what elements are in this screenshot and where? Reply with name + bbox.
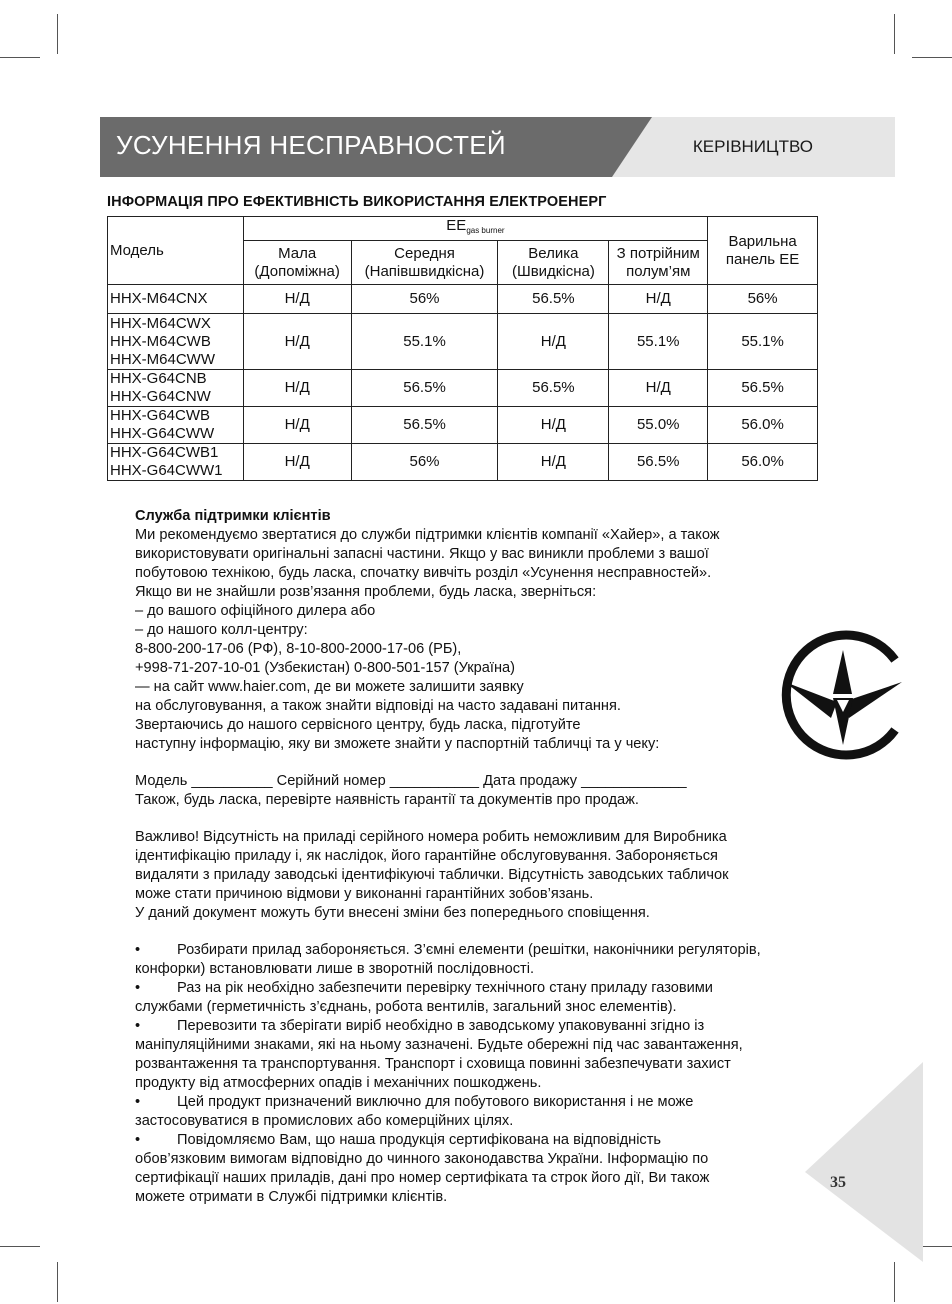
bullet-symbol: • bbox=[135, 1018, 141, 1034]
small-cell: Н/Д bbox=[243, 444, 351, 481]
model-header: Модель bbox=[108, 217, 244, 285]
small-cell: Н/Д bbox=[243, 407, 351, 444]
phone-line: 8-800-200-17-06 (РФ), 8-10-800-2000-17-06 (РБ), bbox=[135, 641, 462, 657]
medium-cell: 56% bbox=[351, 285, 498, 314]
model-name: HHX-G64CWW bbox=[110, 425, 215, 442]
header-line: (Допоміжна) bbox=[254, 262, 340, 280]
text-line: Ми рекомендуємо звертатися до служби підтримки клієнтів компанії «Хайер», а також bbox=[135, 527, 720, 543]
model-name: HHX-G64CWB bbox=[110, 407, 211, 424]
header-line: Велика bbox=[528, 244, 579, 262]
header-line: (Швидкісна) bbox=[511, 262, 595, 280]
text-line: сертифікації наших приладів, дані про номер сертифіката та строк його дії, Ви також bbox=[135, 1170, 710, 1186]
crop-mark bbox=[57, 14, 58, 54]
medium-cell: 56.5% bbox=[351, 407, 498, 444]
ee-subscript: gas burner bbox=[466, 226, 505, 235]
hob-cell: 56.0% bbox=[708, 444, 818, 481]
efficiency-table bbox=[107, 216, 818, 481]
hob-cell: 56% bbox=[708, 285, 818, 314]
model-cell bbox=[108, 444, 244, 481]
header-line: З потрійним bbox=[616, 244, 700, 262]
text-line: Важливо! Відсутність на приладі серійного номера робить неможливим для Виробника bbox=[135, 829, 727, 845]
model-name: HHX-M64CWB bbox=[110, 332, 211, 350]
page-title: УСУНЕННЯ НЕСПРАВНОСТЕЙ bbox=[116, 130, 506, 160]
large-cell: Н/Д bbox=[498, 407, 609, 444]
hob-cell: 56.0% bbox=[708, 407, 818, 444]
large-cell: Н/Д bbox=[498, 314, 609, 370]
triple-cell: 55.1% bbox=[609, 314, 708, 370]
text-line: конфорки) встановлювати лише в зворотній послідовності. bbox=[135, 961, 535, 977]
text-line: У даний документ можуть бути внесені зміни без попереднього сповіщення. bbox=[135, 905, 650, 921]
burner-header-large bbox=[498, 241, 609, 285]
model-name: HHX-G64CNB bbox=[110, 370, 207, 387]
bullet-item bbox=[135, 941, 825, 960]
table-row bbox=[108, 407, 818, 444]
text-line: обов’язковим вимогам відповідно до чинного законодавства України. Інформацію по bbox=[135, 1151, 709, 1167]
bullet-symbol: • bbox=[135, 980, 141, 996]
bullet-symbol: • bbox=[135, 942, 141, 958]
table-row bbox=[108, 285, 818, 314]
triple-cell: 55.0% bbox=[609, 407, 708, 444]
text-line: на обслуговування, а також знайти відповіді на часто задавані питання. bbox=[135, 698, 621, 714]
text-line: застосовуватися в промислових або комерційних цілях. bbox=[135, 1113, 514, 1129]
bullet-text: Повідомляємо Вам, що наша продукція сертифікована на відповідність bbox=[177, 1132, 662, 1148]
model-name: HHX-M64CWW bbox=[110, 350, 215, 368]
small-cell: Н/Д bbox=[243, 314, 351, 370]
bullet-symbol: • bbox=[135, 1132, 141, 1148]
crop-mark bbox=[0, 1246, 40, 1247]
model-name: HHX-M64CNX bbox=[110, 290, 208, 307]
crop-mark bbox=[894, 14, 895, 54]
text-line: видаляти з приладу заводські ідентифікуючі таблички. Відсутність заводських табличок bbox=[135, 867, 729, 883]
header-line: (Напівшвидкісна) bbox=[364, 262, 485, 280]
text-line: ідентифікацію приладу і, як наслідок, його гарантійне обслуговування. Забороняється bbox=[135, 848, 718, 864]
table-row bbox=[108, 370, 818, 407]
medium-cell: 56% bbox=[351, 444, 498, 481]
bullet-text: Перевозити та зберігати виріб необхідно в заводському упаковуванні згідно із bbox=[177, 1018, 705, 1034]
text-line: маніпуляційними знаками, які на ньому зазначені. Будьте обережні під час завантаження, bbox=[135, 1037, 743, 1053]
form-line: Модель __________ Серійний номер ___________ Дата продажу _____________ bbox=[135, 773, 687, 789]
support-heading: Служба підтримки клієнтів bbox=[135, 508, 331, 524]
bullet-item bbox=[135, 1017, 825, 1036]
text-line: – до нашого колл-центру: bbox=[135, 622, 308, 638]
medium-cell: 55.1% bbox=[351, 314, 498, 370]
text-line: побутовою технікою, будь ласка, спочатку вивчіть розділ «Усунення несправностей». bbox=[135, 565, 712, 581]
large-cell: 56.5% bbox=[498, 370, 609, 407]
ee-label: EE bbox=[446, 217, 467, 234]
triple-cell: 56.5% bbox=[609, 444, 708, 481]
model-cell bbox=[108, 370, 244, 407]
hob-cell: 56.5% bbox=[708, 370, 818, 407]
model-cell bbox=[108, 285, 244, 314]
crop-mark bbox=[57, 1262, 58, 1302]
crop-mark bbox=[894, 1262, 895, 1302]
text-line: – до вашого офіційного дилера або bbox=[135, 603, 376, 619]
ee-header bbox=[243, 217, 707, 241]
bullet-text: Цей продукт призначений виключно для побутового використання і не може bbox=[177, 1094, 694, 1110]
model-cell bbox=[108, 314, 244, 370]
small-cell: Н/Д bbox=[243, 285, 351, 314]
hob-cell: 55.1% bbox=[708, 314, 818, 370]
text-line: може стати причиною відмови у виконанні гарантійних зобов’язань. bbox=[135, 886, 594, 902]
website-line: — на сайт www.haier.com, де ви можете залишити заявку bbox=[135, 679, 524, 695]
text-line: Звертаючись до нашого сервісного центру, будь ласка, підготуйте bbox=[135, 717, 581, 733]
crop-mark bbox=[912, 57, 952, 58]
bullet-item bbox=[135, 979, 825, 998]
hob-header-line1: Варильна bbox=[728, 232, 797, 250]
page-corner-graphic bbox=[805, 1062, 923, 1262]
bullet-symbol: • bbox=[135, 1094, 141, 1110]
table-title: ІНФОРМАЦІЯ ПРО ЕФЕКТИВНІСТЬ ВИКОРИСТАННЯ ЕЛЕКТРОЕНЕРГ bbox=[107, 194, 607, 210]
header-line: Середня bbox=[394, 244, 455, 262]
text-line: розвантаження та транспортування. Транспорт і сховища повинні забезпечувати захист bbox=[135, 1056, 731, 1072]
text-line: Якщо ви не знайшли розв’язання проблеми, будь ласка, зверніться: bbox=[135, 584, 597, 600]
table-row bbox=[108, 444, 818, 481]
support-section bbox=[135, 507, 825, 1207]
bullet-item bbox=[135, 1093, 825, 1112]
section-label: КЕРІВНИЦТВО bbox=[692, 137, 813, 156]
large-cell: Н/Д bbox=[498, 444, 609, 481]
model-name: HHX-G64CNW bbox=[110, 388, 211, 405]
bullet-text: Раз на рік необхідно забезпечити перевірку технічного стану приладу газовими bbox=[177, 980, 713, 996]
burner-header-small bbox=[243, 241, 351, 285]
model-cell bbox=[108, 407, 244, 444]
burner-header-triple bbox=[609, 241, 708, 285]
model-name: HHX-G64CWW1 bbox=[110, 462, 223, 479]
text-line: службами (герметичність з’єднань, робота вентилів, загальний знос елементів). bbox=[135, 999, 677, 1015]
page-number: 35 bbox=[830, 1174, 846, 1191]
header-line: полум’ям bbox=[626, 262, 691, 280]
phone-line: +998-71-207-10-01 (Узбекистан) 0-800-501-157 (Україна) bbox=[135, 660, 515, 676]
hob-ee-header bbox=[708, 217, 818, 285]
bullet-item bbox=[135, 1131, 825, 1150]
text-line: наступну інформацію, яку ви зможете знайти у паспортній табличці та у чеку: bbox=[135, 736, 660, 752]
text-line: продукту від атмосферних опадів і механічних пошкоджень. bbox=[135, 1075, 542, 1091]
hob-header-line2: панель EE bbox=[725, 250, 800, 268]
bullet-text: Розбирати прилад забороняється. З’ємні елементи (решітки, наконічники регуляторів, bbox=[177, 942, 761, 958]
model-name: HHX-G64CWB1 bbox=[110, 444, 219, 461]
medium-cell: 56.5% bbox=[351, 370, 498, 407]
burner-header-medium bbox=[351, 241, 498, 285]
small-cell: Н/Д bbox=[243, 370, 351, 407]
text-line: можете отримати в Службі підтримки клієнтів. bbox=[135, 1189, 448, 1205]
page-header bbox=[100, 117, 895, 177]
crop-mark bbox=[0, 57, 40, 58]
text-line: Також, будь ласка, перевірте наявність гарантії та документів про продаж. bbox=[135, 792, 639, 808]
table-row bbox=[108, 314, 818, 370]
triple-cell: Н/Д bbox=[609, 370, 708, 407]
text-line: використовувати оригінальні запасні частини. Якщо у вас виникли проблеми з вашої bbox=[135, 546, 709, 562]
ukraine-conformity-mark-icon bbox=[767, 620, 917, 770]
triple-cell: Н/Д bbox=[609, 285, 708, 314]
model-name: HHX-M64CWX bbox=[110, 314, 211, 332]
large-cell: 56.5% bbox=[498, 285, 609, 314]
header-line: Мала bbox=[278, 244, 317, 262]
